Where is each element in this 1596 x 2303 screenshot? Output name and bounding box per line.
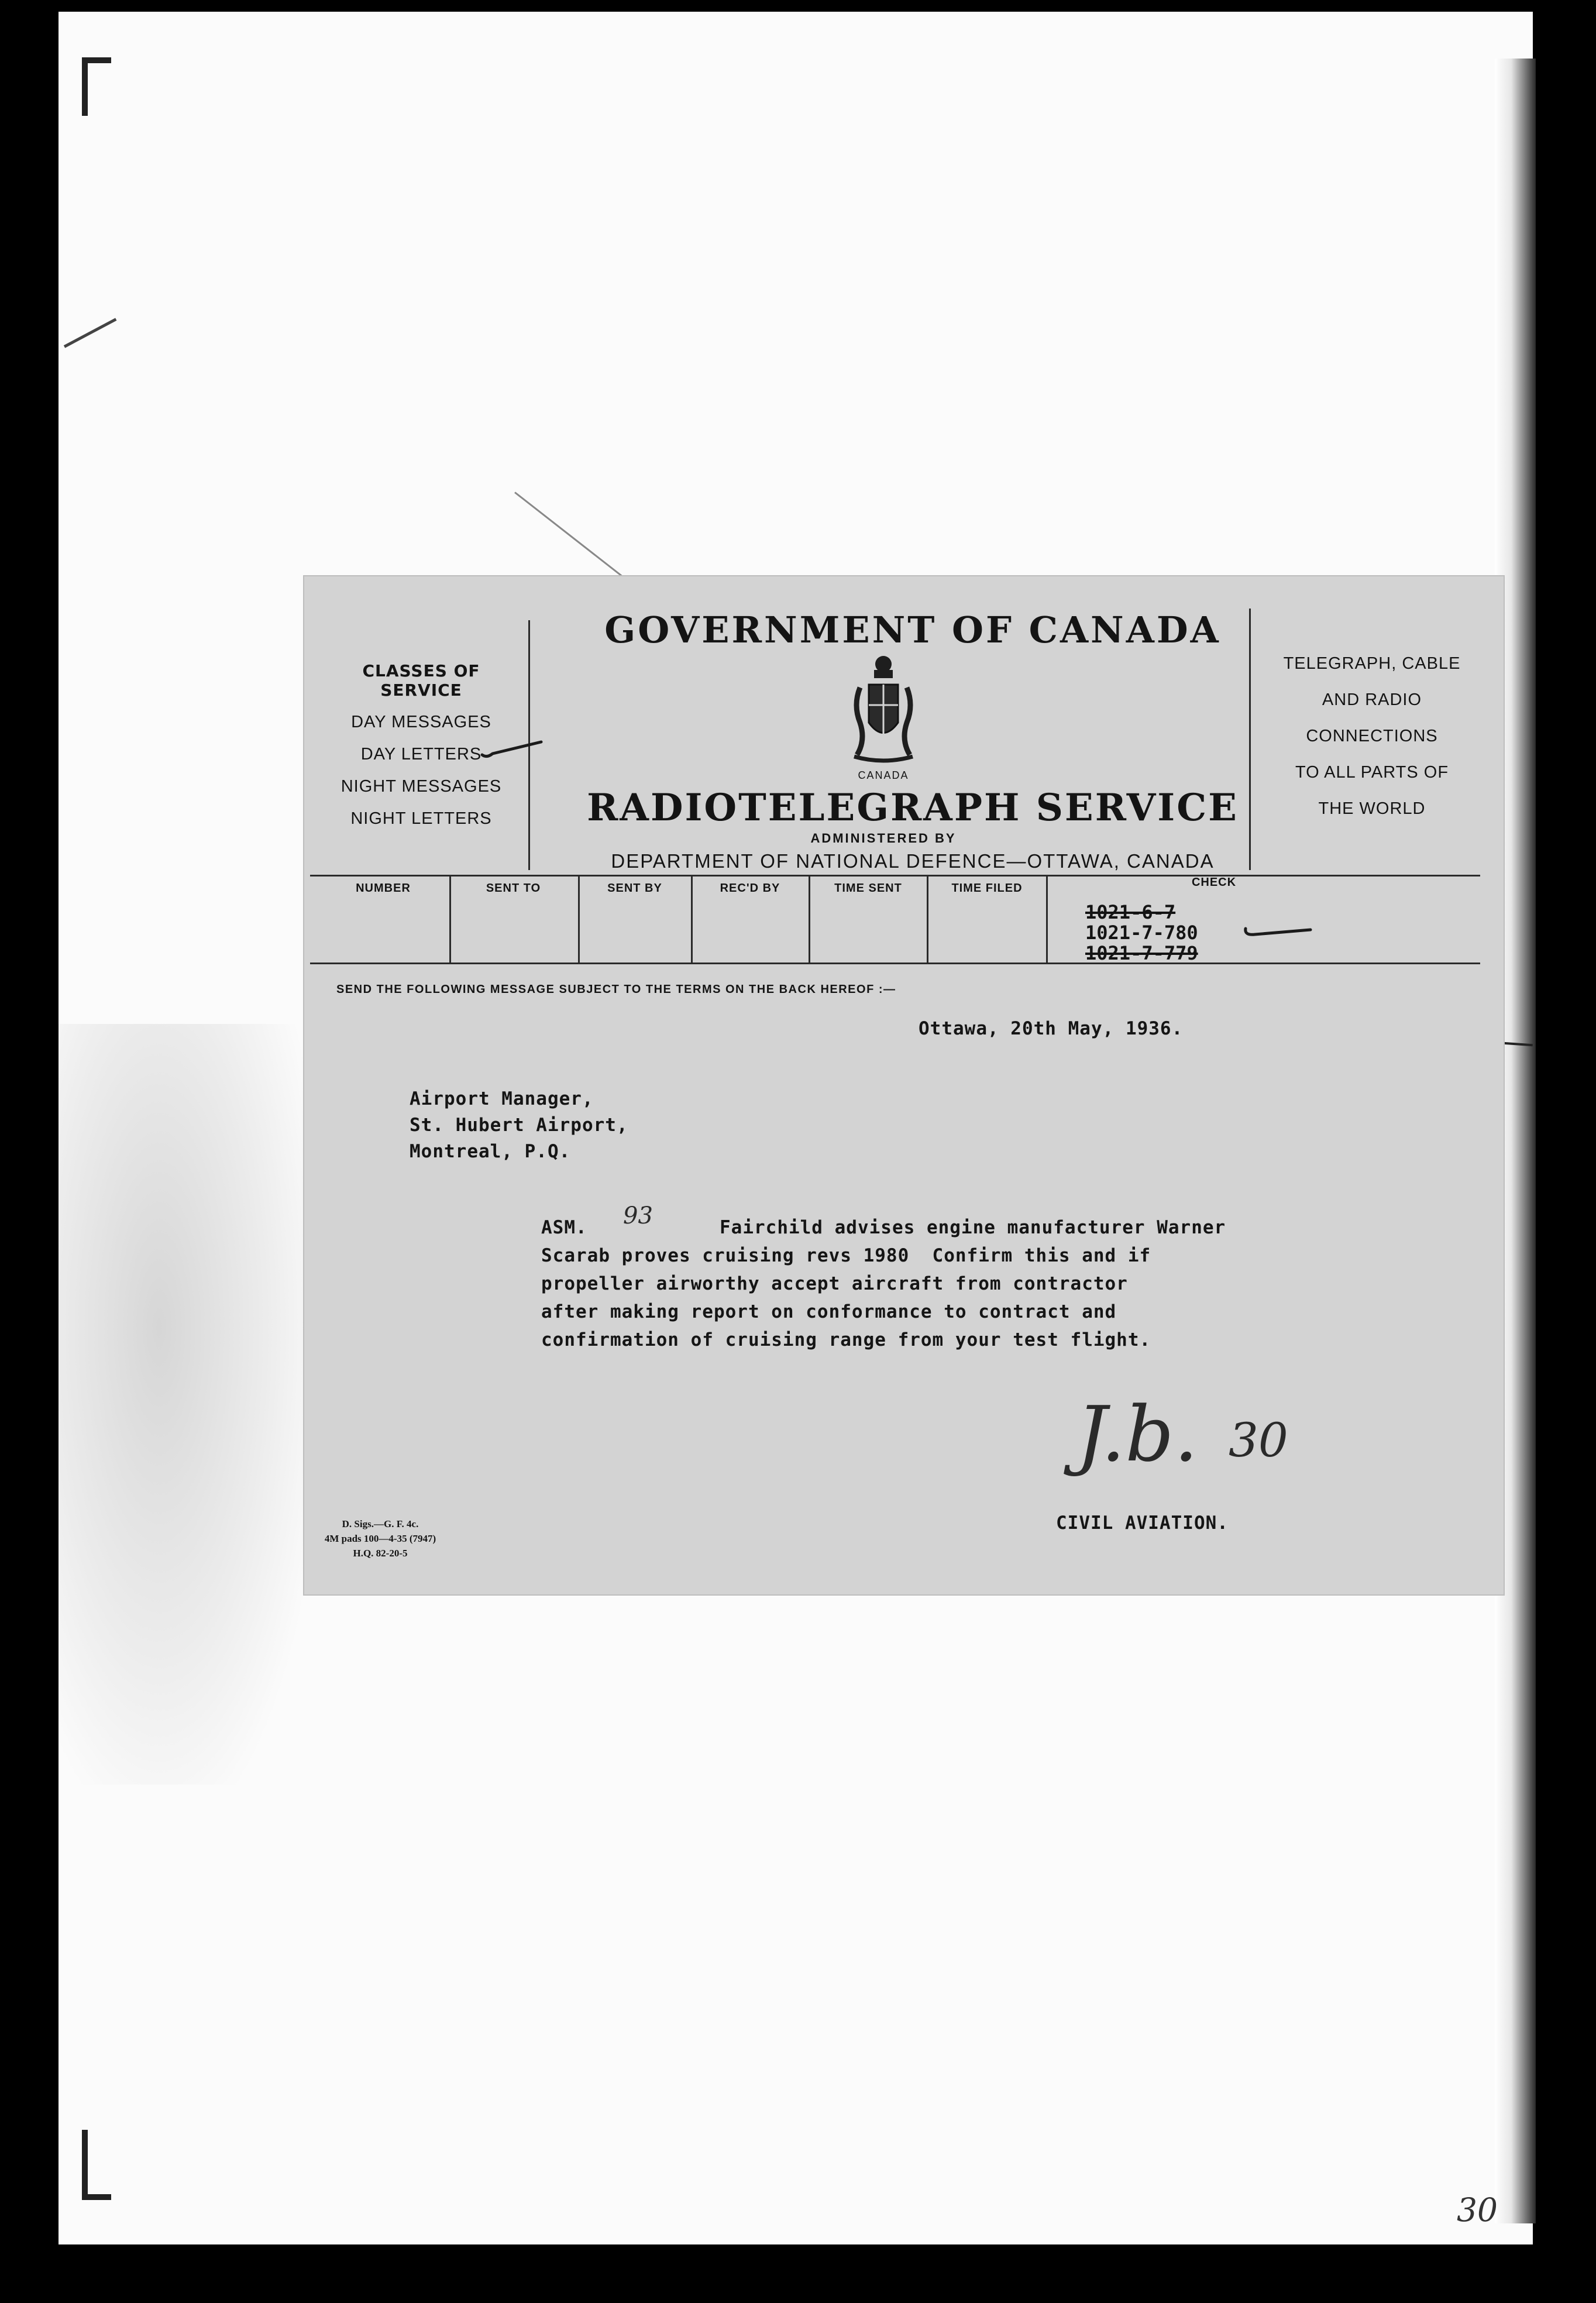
date-line: Ottawa, 20th May, 1936. [919,1018,1184,1039]
column-sent-to: SENT TO [486,882,541,895]
addressee-line: Montreal, P.Q. [410,1141,571,1162]
column-divider [809,875,810,963]
connections-line: AND RADIO [1322,690,1422,709]
coat-of-arms-icon [842,652,924,764]
message-body-line: propeller airworthy accept aircraft from contractor [541,1273,1128,1294]
rule-columns-bottom [310,963,1480,964]
crest-caption: CANADA [858,769,909,781]
signature-line: CIVIL AVIATION. [1056,1513,1229,1534]
column-divider [578,875,580,963]
radiotelegraph-form [304,576,1504,1594]
class-day-letters: DAY LETTERS [360,745,482,764]
column-divider [927,875,928,963]
check-number-struck: 1021-6-7 [1085,901,1176,923]
column-divider [691,875,693,963]
administered-by-label: ADMINISTERED BY [810,831,957,845]
classes-of-service-list [328,706,515,835]
column-number: NUMBER [356,882,411,895]
message-body-line: after making report on conformance to contract and [541,1301,1117,1322]
addressee-line: St. Hubert Airport, [410,1115,628,1136]
class-day-messages: DAY MESSAGES [351,713,491,731]
column-divider [449,875,451,963]
message-body-line: Fairchild advises engine manufacturer Warner [720,1217,1226,1238]
classes-of-service-title: CLASSES OF SERVICE [362,661,480,700]
addressee-line: Airport Manager, [410,1088,594,1109]
handwritten-number: 30 [1229,1413,1288,1467]
film-smudge [59,1024,310,1785]
connections-line: TO ALL PARTS OF [1295,763,1449,782]
check-number: 1021-7-780 [1085,922,1198,944]
message-body-line: confirmation of cruising range from your test flight. [541,1329,1151,1350]
connections-line: CONNECTIONS [1306,727,1438,745]
connections-line: THE WORLD [1318,799,1426,818]
department-line: DEPARTMENT OF NATIONAL DEFENCE—OTTAWA, CANADA [611,850,1215,872]
class-night-messages: NIGHT MESSAGES [340,777,502,796]
service-title: RADIOTELEGRAPH SERVICE [587,786,1239,830]
connections-line: TELEGRAPH, CABLE [1283,654,1461,673]
form-code-line: D. Sigs.—G. F. 4c. [342,1518,419,1529]
column-divider [1046,875,1048,963]
reference-number: 93 [623,1202,653,1229]
form-code-line: H.Q. 82-20-5 [353,1548,408,1559]
form-code-line: 4M pads 100—4-35 (7947) [324,1533,436,1544]
column-sent-by: SENT BY [607,882,662,895]
column-time-filed: TIME FILED [951,882,1023,895]
crop-mark-top-left [82,57,111,116]
crop-mark-bottom-left [82,2130,111,2200]
checkmark-day-letters [480,737,544,761]
message-body-line: Scarab proves cruising revs 1980 Confirm this and if [541,1245,1151,1266]
column-recd-by: REC'D BY [720,882,780,895]
rule-header-bottom [310,875,1480,876]
margin-number: 30 [1457,2191,1498,2229]
connections-notice [1246,645,1498,827]
handwritten-initials: J.b. [1076,1390,1198,1479]
government-title: GOVERNMENT OF CANADA [604,609,1221,651]
reference-prefix: ASM. [541,1217,587,1238]
column-time-sent: TIME SENT [834,882,902,895]
terms-notice: SEND THE FOLLOWING MESSAGE SUBJECT TO THE TERMS ON THE BACK HEREOF :— [336,983,896,996]
arrow-mark [1237,922,1313,945]
column-check: CHECK [1191,876,1237,889]
check-number-struck: 1021-7-779 [1085,942,1198,964]
class-night-letters: NIGHT LETTERS [350,809,492,828]
